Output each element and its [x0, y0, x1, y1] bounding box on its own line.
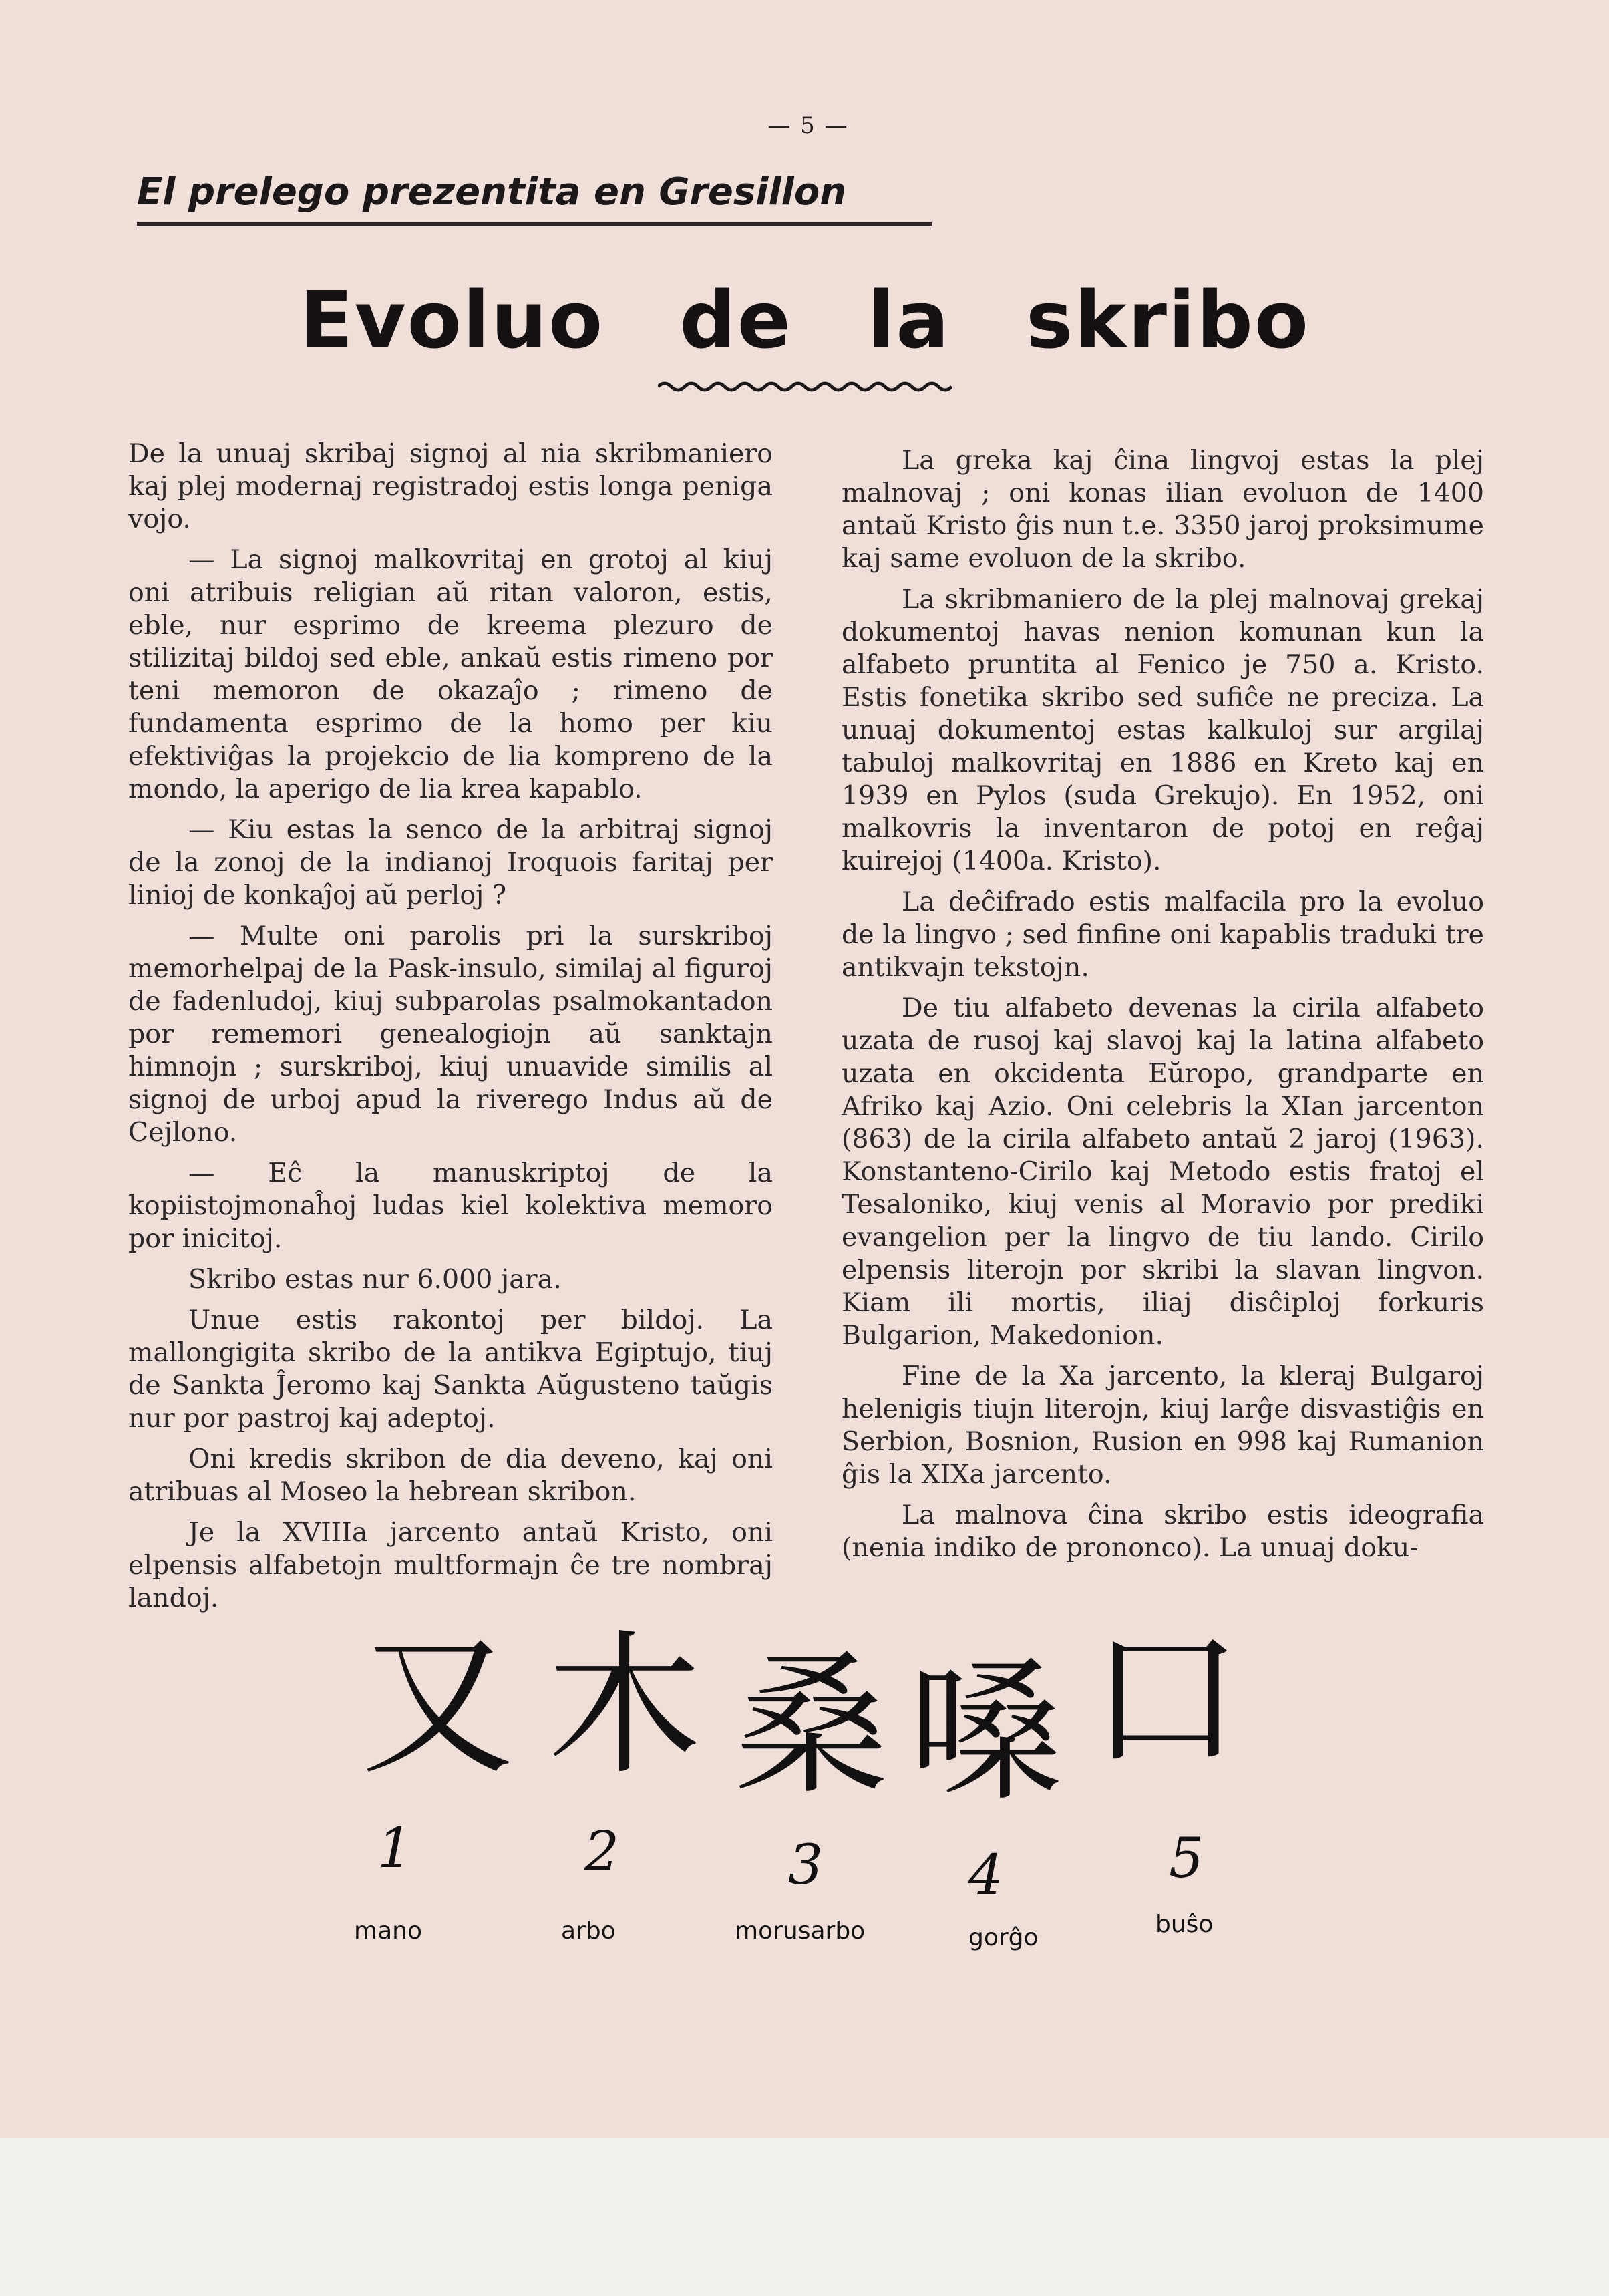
- paragraph: Je la XVIIIa jarcento antaŭ Kristo, oni elpensis alfabetojn multformajn ĉe tre nombraj landoj.: [128, 1517, 773, 1613]
- page-number: — 5 —: [767, 112, 849, 139]
- paragraph: Oni kredis skribon de dia deveno, kaj oni atribuas al Moseo la hebrean skribon.: [128, 1444, 773, 1507]
- kicker-underline: [137, 222, 932, 226]
- figure-caption-3: morusarbo: [735, 1917, 866, 1945]
- chinese-characters-figure: [347, 1611, 1282, 1977]
- figure-number-2: 2: [584, 1820, 620, 1884]
- right-text-column: [842, 444, 1484, 1573]
- paragraph: Fine de la Xa jarcento, la kleraj Bulgaroj helenigis tiujn literojn, kiuj larĝe disvastiĝis en Serbion, Bosnion, Rusion en 998 kaj Rumanion ĝis la XIXa jarcento.: [842, 1361, 1484, 1490]
- paragraph: Skribo estas nur 6.000 jara.: [188, 1264, 562, 1295]
- character-arbo: 木: [548, 1617, 702, 1796]
- left-text-column: [128, 438, 773, 1623]
- paragraph: La deĉifrado estis malfacila pro la evoluo de la lingvo ; sed finfine oni kapablis traduki tre antikvajn tekstojn.: [842, 886, 1484, 983]
- character-morusarbo: 桑: [735, 1637, 889, 1816]
- figure-number-1: 1: [377, 1817, 413, 1880]
- paragraph: De la unuaj skribaj signoj al nia skribmaniero kaj plej modernaj registradoj estis longa peniga vojo.: [128, 438, 773, 534]
- character-buso: 口: [1089, 1611, 1243, 1789]
- figure-number-5: 5: [1169, 1827, 1204, 1891]
- paragraph: La greka kaj ĉina lingvoj estas la plej malnovaj ; oni konas ilian evoluon de 1400 antaŭ Kristo ĝis nun t.e. 3350 jaroj proksimume kaj same evoluon de la skribo.: [842, 445, 1484, 574]
- paragraph: — Eĉ la manuskriptoj de la kopiistojmonaĥoj ludas kiel kolektiva memoro por inicitoj.: [128, 1158, 773, 1254]
- paragraph: — La signoj malkovritaj en grotoj al kiuj oni atribuis religian aŭ ritan valoron, estis, eble, nur esprimo de kreema plezuro de stilizitaj bildoj sed eble, ankaŭ estis rimeno por teni memoron de okazaĵo ; rimeno de fundamenta esprimo de la homo per kiu efektiviĝas la projekcio de lia kompreno de la mondo, la aperigo de lia krea kapablo.: [128, 544, 773, 804]
- figure-caption-1: mano: [354, 1917, 422, 1945]
- figure-number-4: 4: [968, 1844, 1004, 1907]
- paragraph: La skribmaniero de la plej malnovaj grekaj dokumentoj havas nenion komunan kun la alfabeto pruntita al Fenico je 750 a. Kristo. Estis fonetika skribo sed sufiĉe ne preciza. La unuaj dokumentoj estas kalkuloj sur argilaj tabuloj malkovritaj en 1886 en Kreto kaj en 1939 en Pylos (suda Grekujo). En 1952, oni malkovris la inventaron de potoj en reĝaj kuirejoj (1400a. Kristo).: [842, 584, 1484, 876]
- paragraph: — Multe oni parolis pri la surskriboj memorhelpaj de la Pask-insulo, similaj al figuroj de fadenludoj, kiuj subparolas psalmokantadon por rememori genealogiojn aŭ sanktajn himnojn ; surskriboj, kiuj unuavide similis al signoj de urboj apud la riverego Indus aŭ de Cejlono.: [128, 921, 773, 1148]
- paragraph: Unue estis rakontoj per bildoj. La mallongigita skribo de la antikva Egiptujo, tiuj de Sankta Ĵeromo kaj Sankta Aŭgusteno taŭgis nur por pastroj kaj adeptoj.: [128, 1305, 773, 1434]
- figure-caption-5: buŝo: [1155, 1911, 1214, 1938]
- kicker-title: El prelego prezentita en Gresillon: [137, 170, 847, 214]
- article-headline: Evoluo de la skribo: [299, 274, 1310, 366]
- character-gorgo: 嗓: [908, 1644, 1063, 1822]
- figure-number-3: 3: [788, 1834, 824, 1897]
- wavy-divider: [658, 379, 952, 394]
- figure-caption-2: arbo: [561, 1917, 616, 1945]
- character-mano: 又: [361, 1617, 515, 1796]
- paragraph: — Kiu estas la senco de la arbitraj signoj de la zonoj de la indianoj Iroquois faritaj per linioj de konkaĵoj aŭ perloj ?: [128, 814, 773, 911]
- paragraph: La malnova ĉina skribo estis ideografia (nenia indiko de prononco). La unuaj doku-: [842, 1500, 1484, 1563]
- figure-caption-4: gorĝo: [968, 1924, 1039, 1951]
- paragraph: De tiu alfabeto devenas la cirila alfabeto uzata de rusoj kaj slavoj kaj la latina alfabeto uzata en okcidenta Eŭropo, grandparte en Afriko kaj Azio. Oni celebris la XIan jarcenton (863) de la cirila alfabeto antaŭ 2 jaroj (1963). Konstanteno-Cirilo kaj Metodo estis fratoj el Tesaloniko, kiuj venis al Moravio por prediki evangelion per la lingvo de tiu lando. Cirilo elpensis literojn por skribi la slavan lingvon. Kiam ili mortis, iliaj disĉiploj forkuris Bulgarion, Makedonion.: [842, 993, 1484, 1351]
